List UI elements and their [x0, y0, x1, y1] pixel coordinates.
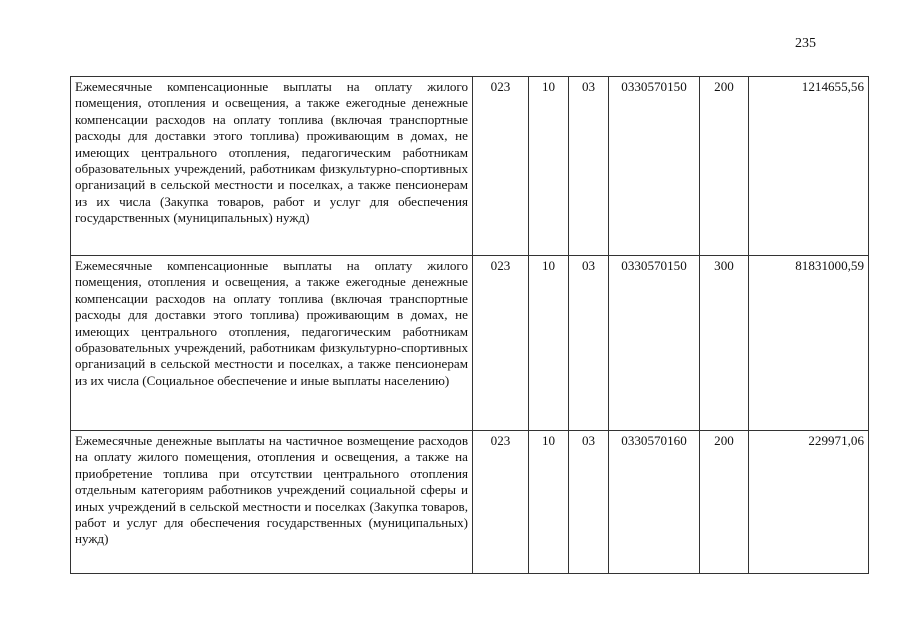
- section-code: 10: [529, 77, 569, 256]
- budget-table: [70, 76, 869, 574]
- table-row: [71, 77, 869, 256]
- amount: 81831000,59: [749, 256, 869, 431]
- section-code: 10: [529, 256, 569, 431]
- subsection-code: 03: [569, 77, 609, 256]
- page-number: 235: [795, 36, 816, 51]
- table-row: [71, 431, 869, 574]
- expense-description: Ежемесячные компенсационные выплаты на оплату жилого помещения, отопления и освещения, а также ежегодные денежные компенсации расходов на оплату топлива (включая транспортные расходы для доставки этого топлива) проживающим в домах, не имеющих центрального отопления, педагогическим работникам образовательных учреждений, работникам физкультурно-спортивных организаций в сельской местности и поселках, а также пенсионерам из их числа (Социальное обеспечение и иные выплаты населению): [71, 256, 473, 431]
- table-row: [71, 256, 869, 431]
- expense-type-code: 200: [700, 77, 749, 256]
- expense-type-code: 300: [700, 256, 749, 431]
- expense-description: Ежемесячные денежные выплаты на частичное возмещение расходов на оплату жилого помещения, отопления и освещения, а также на приобретение топлива при отсутствии центрального отопления отдельным категориям работников учреждений социальной сферы и иных учреждений в сельской местности и поселках (Закупка товаров, работ и услуг для обеспечения государственных (муниципальных) нужд): [71, 431, 473, 574]
- admin-code: 023: [473, 256, 529, 431]
- expense-description: Ежемесячные компенсационные выплаты на оплату жилого помещения, отопления и освещения, а также ежегодные денежные компенсации расходов на оплату топлива (включая транспортные расходы для доставки этого топлива) проживающим в домах, не имеющих центрального отопления, педагогическим работникам образовательных учреждений, работникам физкультурно-спортивных организаций в сельской местности и поселках, а также пенсионерам из их числа (Закупка товаров, работ и услуг для обеспечения государственных (муниципальных) нужд): [71, 77, 473, 256]
- section-code: 10: [529, 431, 569, 574]
- admin-code: 023: [473, 431, 529, 574]
- subsection-code: 03: [569, 431, 609, 574]
- target-article-code: 0330570160: [609, 431, 700, 574]
- expense-type-code: 200: [700, 431, 749, 574]
- target-article-code: 0330570150: [609, 256, 700, 431]
- admin-code: 023: [473, 77, 529, 256]
- target-article-code: 0330570150: [609, 77, 700, 256]
- amount: 229971,06: [749, 431, 869, 574]
- subsection-code: 03: [569, 256, 609, 431]
- amount: 1214655,56: [749, 77, 869, 256]
